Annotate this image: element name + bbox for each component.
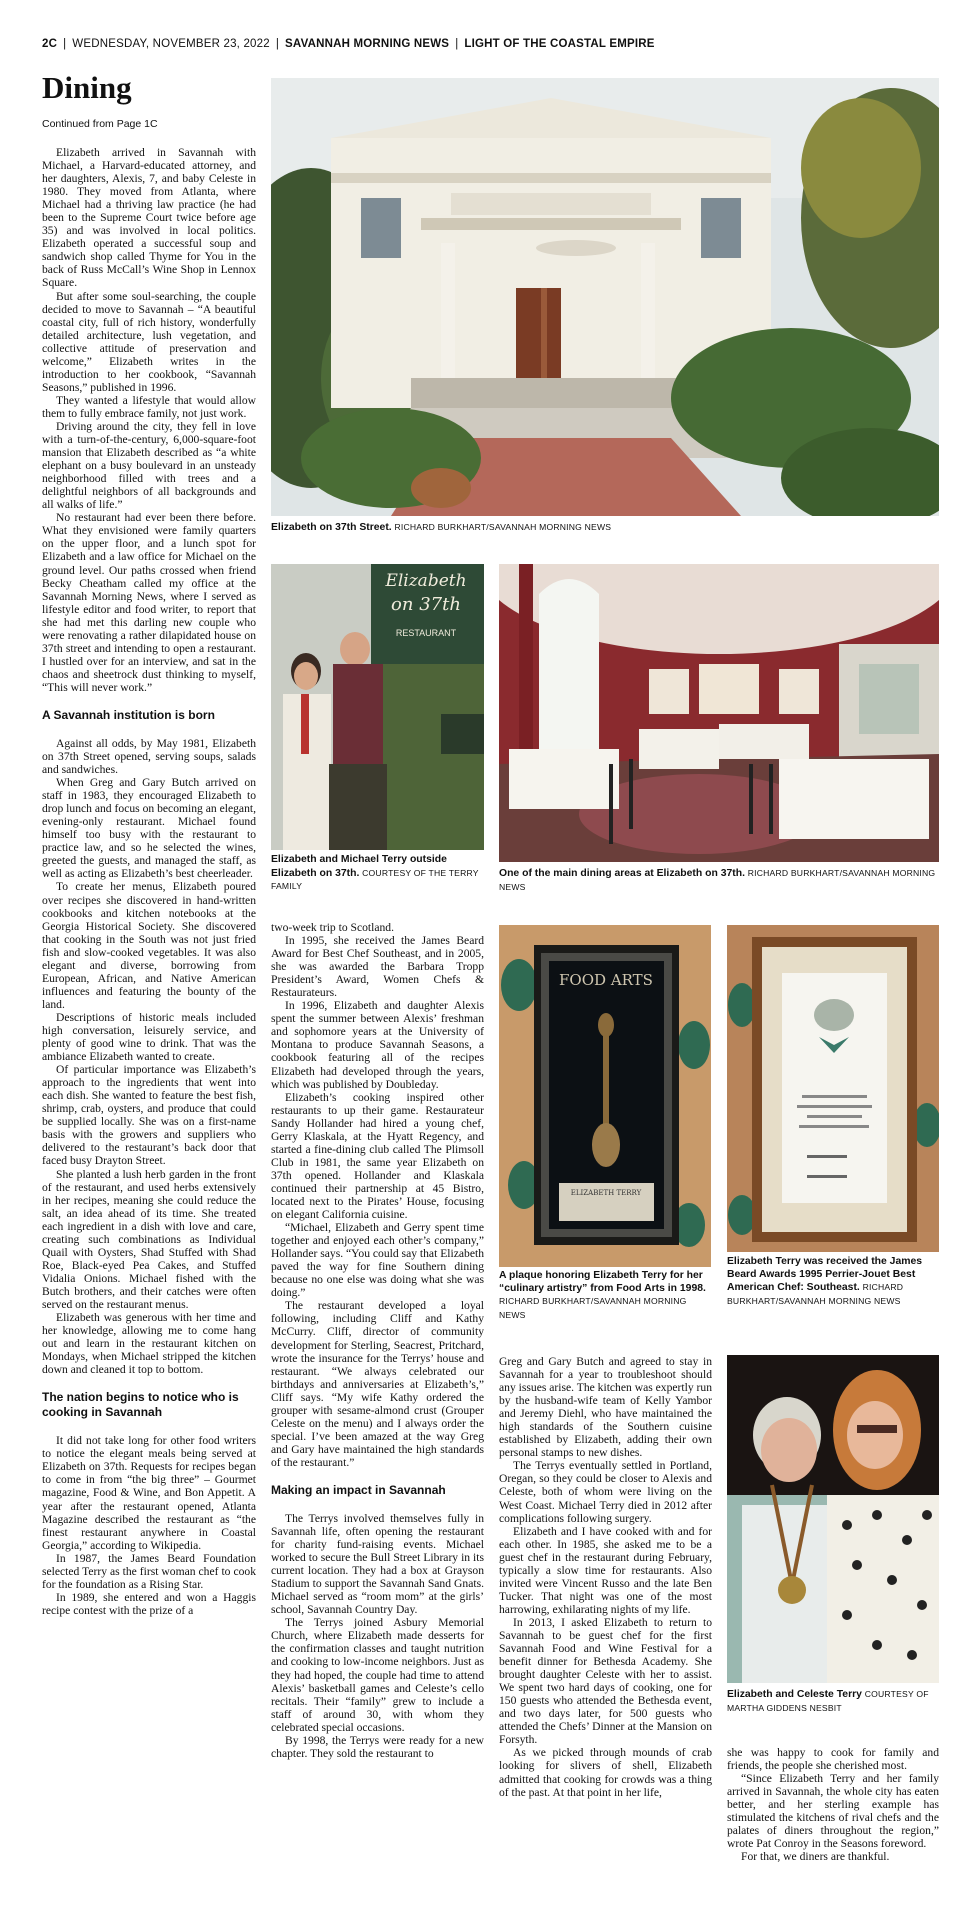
celeste-photo bbox=[727, 1355, 939, 1683]
paragraph: No restaurant had ever been there before. What they envisioned were family quarters on the upper floor, and a lunch spot for Elizabeth and a law office for Michael on the ground level. Our paths crossed when friend Becky Cheatham called my office at the Savannah Morning News, where I served as lifestyle editor and food writer, to report that she had met this darling new couple who were renovating a rather dilapidated house on 37th street and intending to open a restaurant. I hustled over for an interview, and sat in the chaos and sheetrock dust thinking to myself, “This will never work.” bbox=[42, 511, 256, 694]
sign-line-2: on 37th bbox=[391, 594, 461, 615]
paragraph: In 2013, I asked Elizabeth to return to Savannah to be guest chef for the first Savannah Food and Wine Festival for a benefit dinner for Bethesda Academy. She brought daughter Celeste with her to assist. We spent two hard days of cooking, one for 150 guests who attended the Bethesda event, and two days later, for 500 guests who attended the Chefs’ Dinner at the Mansion on Forsyth. bbox=[499, 1615, 712, 1747]
paragraph: When Greg and Gary Butch arrived on staff in 1983, they encouraged Elizabeth to drop lunch and focus on becoming an elegant, evening-only restaurant. Michael found himself too busy with the restaurant to practice law, and so he selected the wines, greeted the guests, and managed the staff, as well as acting as Elizabeth’s best cheerleader. bbox=[42, 776, 256, 881]
award-photo bbox=[727, 925, 939, 1252]
sign-line-3: RESTAURANT bbox=[395, 628, 457, 638]
dining-room-photo bbox=[499, 564, 939, 862]
caption-text: Elizabeth and Celeste Terry bbox=[727, 1689, 862, 1700]
article-column-2 bbox=[271, 921, 484, 1914]
photo-credit: RICHARD BURKHART/SAVANNAH MORNING NEWS bbox=[727, 1282, 904, 1306]
paragraph: For that, we diners are thankful. bbox=[741, 1850, 890, 1864]
plaque-title: FOOD ARTS bbox=[559, 971, 653, 989]
date: WEDNESDAY, NOVEMBER 23, 2022 bbox=[72, 38, 270, 50]
mansion-photo bbox=[271, 78, 939, 516]
couple-photo bbox=[271, 564, 484, 850]
paragraph: Against all odds, by May 1981, Elizabeth on 37th Street opened, serving soups, salads and sandwiches. bbox=[42, 736, 256, 777]
paragraph: “Since Elizabeth Terry and her family arrived in Savannah, the whole city has eaten better, and her sterling example has stimulated the kitchens of rival chefs and the palates of diners throughout the region,” wrote Pat Conroy in the Seasons foreword. bbox=[727, 1772, 939, 1851]
paragraph: They wanted a lifestyle that would allow them to fully embrace family, not just work. bbox=[42, 393, 256, 420]
paragraph: “Michael, Elizabeth and Gerry spent time together and enjoyed each other’s company,” Hollander says. “You could say that Elizabeth paved the way for fine Southern dining because no one else was doing what she was doing.” bbox=[271, 1221, 484, 1300]
paragraph: In 1987, the James Beard Foundation selected Terry as the first woman chef to cook for the foundation as a Rising Star. bbox=[42, 1551, 256, 1591]
caption-text: One of the main dining areas at Elizabeth on 37th. bbox=[499, 868, 745, 879]
photo-credit: RICHARD BURKHART/SAVANNAH MORNING NEWS bbox=[499, 868, 936, 892]
paragraph: two-week trip to Scotland. bbox=[271, 921, 394, 934]
paragraph: Elizabeth’s cooking inspired other restaurants to up their game. Restaurateur Sandy Hollander had hired a young chef, Gerry Klaskala, at the Hyatt Regency, and started a fine-dining club called The Plimsoll Club in 1981, the same year Elizabeth on 37th opened. Hollander and Klaskala continued their partnership at 45 Bistro, located next to the Pirates’ House, focusing on elegant California cuisine. bbox=[271, 1090, 484, 1222]
tagline: LIGHT OF THE COASTAL EMPIRE bbox=[464, 38, 655, 50]
caption-text: A plaque honoring Elizabeth Terry for her “culinary artistry” from Food Arts in 1998. bbox=[499, 1270, 706, 1294]
section-title: Dining bbox=[42, 70, 132, 105]
dining-caption bbox=[499, 867, 939, 894]
article-column-1 bbox=[42, 146, 256, 1914]
photo-credit: COURTESY OF THE TERRY FAMILY bbox=[271, 867, 479, 891]
paragraph: The Terrys eventually settled in Portland, Oregan, so they could be closer to Alexis and Celeste, both of whom were living on the West Coast. Michael Terry died in 2012 after complications following surgery. bbox=[499, 1459, 712, 1525]
paragraph: As we picked through mounds of crab looking for slivers of shell, Elizabeth admitted that cooking for crowds was a thing of the past. At that point in her life, bbox=[499, 1746, 712, 1799]
page-header: 2C | WEDNESDAY, NOVEMBER 23, 2022 | SAVANNAH MORNING NEWS | LIGHT OF THE COASTAL EMPIRE bbox=[42, 38, 655, 50]
paragraph: Of particular importance was Elizabeth’s approach to the ingredients that went into each dish. She wanted to feature the best fish, shrimp, crab, oysters, and produce that could be supplied locally. She was on a first-name basis with the growers and suppliers who delivered to the restaurant’s back door that faced busy Drayton Street. bbox=[42, 1063, 256, 1168]
paragraph: In 1995, she received the James Beard Award for Best Chef Southeast, and in 2005, she was awarded the Barbara Tropp President’s Award, Women Chefs & Restaurateurs. bbox=[271, 934, 484, 1000]
paragraph: Elizabeth arrived in Savannah with Michael, a Harvard-educated attorney, and her daughters, Alexis, 7, and baby Celeste in 1980. They moved from Atlanta, where Michael had a thriving law practice (he had been to the Supreme Court twice before age 35) and was involved in local politics. Elizabeth operated a successful soup and sandwich shop called Thyme for You in the back of Russ McCall’s Wine Shop in Lennox Square. bbox=[42, 146, 256, 290]
plaque-caption bbox=[499, 1270, 711, 1322]
caption-text: Elizabeth on 37th Street. bbox=[271, 522, 392, 533]
subhead: Making an impact in Savannah bbox=[271, 1482, 446, 1497]
paragraph: Elizabeth was generous with her time and her knowledge, allowing me to come hang out and learn in the restaurant kitchen on Mondays, when Michael stripped the kitchen down and cleaned it top to bottom. bbox=[42, 1311, 256, 1377]
caption-text: Elizabeth and Michael Terry outside Elizabeth on 37th. bbox=[271, 854, 447, 879]
paragraph: It did not take long for other food writers to notice the elegant meals being served at Elizabeth on 37th. Requests for recipes began to come in from “the big three” – Gourmet magazine, Food & Wine, and Bon Appetit. A year after the restaurant opened, Atlanta Magazine described the restaurant as “the finest restaurant anywhere in Coastal Georgia,” according to Wikipedia. bbox=[42, 1434, 256, 1552]
paragraph: In 1989, she entered and won a Haggis recipe contest with the prize of a bbox=[42, 1590, 256, 1617]
caption-text: Elizabeth Terry was received the James Beard Awards 1995 Perrier-Jouet Best American Chef: Southeast. bbox=[727, 1256, 923, 1293]
couple-caption bbox=[271, 854, 484, 894]
article-column-4 bbox=[727, 1746, 939, 1914]
paragraph: she was happy to cook for family and friends, the people she cherished most. bbox=[727, 1746, 939, 1773]
paper-name: SAVANNAH MORNING NEWS bbox=[285, 38, 450, 50]
sign-line-1: Elizabeth bbox=[385, 571, 467, 591]
award-caption bbox=[727, 1256, 939, 1308]
page-number: 2C bbox=[42, 38, 58, 50]
celeste-caption bbox=[727, 1688, 939, 1715]
paragraph: The Terrys involved themselves fully in Savannah life, often opening the restaurant for charity fund-raising events. Michael worked to secure the Bull Street Library in its current location. They had a box at Grayson Stadium to support the Savannah Sand Gnats. Michael served as “room mom” at the girls’ school, Savannah Country Day. bbox=[271, 1511, 484, 1617]
paragraph: To create her menus, Elizabeth poured over recipes she discovered in hand-written cookbooks and kitchen notebooks at the Georgia Historical Society. She discovered that cooking in the South was not just fried fish and slow-cooked vegetables. It was also elegant and diverse, borrowing from European, African, and Native American influences and featuring the bounty of the land. bbox=[42, 880, 256, 1011]
photo-credit: RICHARD BURKHART/SAVANNAH MORNING NEWS bbox=[394, 522, 612, 532]
paragraph: The Terrys joined Asbury Memorial Church, where Elizabeth made desserts for the confirmation classes and taught nutrition and cooking to low-income neighbors. Just as they had hoped, the couple had time to attend Alexis’ basketball games and Celeste’s cello recitals. Their “family” grew to include a staff of around 30, with whom they celebrated special occasions. bbox=[271, 1616, 484, 1734]
paragraph: In 1996, Elizabeth and daughter Alexis spent the summer between Alexis’ freshman and sophomore years at the University of Montana to produce Savannah Seasons, a cookbook featuring all of the recipes Elizabeth had developed through the years, which was published by Doubleday. bbox=[271, 999, 484, 1091]
continued-note: Continued from Page 1C bbox=[42, 118, 158, 130]
plaque-photo bbox=[499, 925, 711, 1267]
photo-credit: COURTESY OF MARTHA GIDDENS NESBIT bbox=[727, 1689, 929, 1713]
paragraph: Greg and Gary Butch and agreed to stay in Savannah for a year to troubleshoot should any issues arise. The kitchen was expertly run by the husband-wife team of Kelly Yambor and Jeremy Diehl, who have maintained the high standards of the Southern cuisine established by Elizabeth, adding their own personal stamps to new dishes. bbox=[499, 1355, 712, 1460]
paragraph: Driving around the city, they fell in love with a turn-of-the-century, 6,000-square-foot mansion that Elizabeth described as “a white elephant on a busy boulevard in an unsteady neighborhood filled with trees and a delightful neighbors of all backgrounds and all walks of life.” bbox=[42, 419, 256, 512]
paragraph: She planted a lush herb garden in the front of the restaurant, and used herbs extensively in her recipes, meaning she could reduce the salt, an idea ahead of its time. She treated each ingredient in a dish with love and care, creating such combinations as Individual Quail with Oysters, Shad Stuffed with Shad Roe, Black-eyed Pea Cakes, and Stuffed Vidalia Onions. Michael fished with the Butch brothers, and their catches were often served on the restaurant menus. bbox=[42, 1167, 256, 1311]
paragraph: By 1998, the Terrys were ready for a new chapter. They sold the restaurant to bbox=[271, 1733, 484, 1760]
paragraph: Descriptions of historic meals included high conversation, leisurely service, and plenty of good wine to drink. That was the ambiance Elizabeth wanted to create. bbox=[42, 1010, 256, 1064]
photo-credit: RICHARD BURKHART/SAVANNAH MORNING NEWS bbox=[499, 1296, 687, 1320]
article-column-3 bbox=[499, 1355, 712, 1914]
paragraph: But after some soul-searching, the couple decided to move to Savannah – “A beautiful coastal city, full of rich history, wonderfully detailed architecture, lush vegetation, and collective attitude of preservation and welcome,” Elizabeth writes in the introduction to her cookbook, “Savannah Seasons,” published in 1996. bbox=[42, 289, 256, 394]
paragraph: The restaurant developed a loyal following, including Cliff and Kathy McCurry. Cliff, director of community development for Sterling, Seacrest, Pritchard, wrote the insurance for the Terrys’ house and restaurant. “We always celebrated our birthdays and anniversaries at Elizabeth’s,” Cliff says. “My wife Kathy ordered the grouper with sesame-almond crust (Grouper Celeste on the menu) and I always order the special. I’ve been amazed at the way Greg and Gary have maintained the high standards of the restaurant.” bbox=[271, 1299, 484, 1469]
plaque-name: ELIZABETH TERRY bbox=[570, 1189, 642, 1197]
subhead: The nation begins to notice who is cooking in Savannah bbox=[42, 1390, 239, 1420]
mansion-caption bbox=[271, 521, 939, 535]
subhead: A Savannah institution is born bbox=[42, 707, 215, 722]
paragraph: Elizabeth and I have cooked with and for each other. In 1985, she asked me to be a guest chef in the restaurant during February, typically a slow time for restaurants. Also invited were Vincent Russo and the late Ben Tucker. That night was one of the most harrowing, exhilarating nights of my life. bbox=[499, 1524, 712, 1616]
